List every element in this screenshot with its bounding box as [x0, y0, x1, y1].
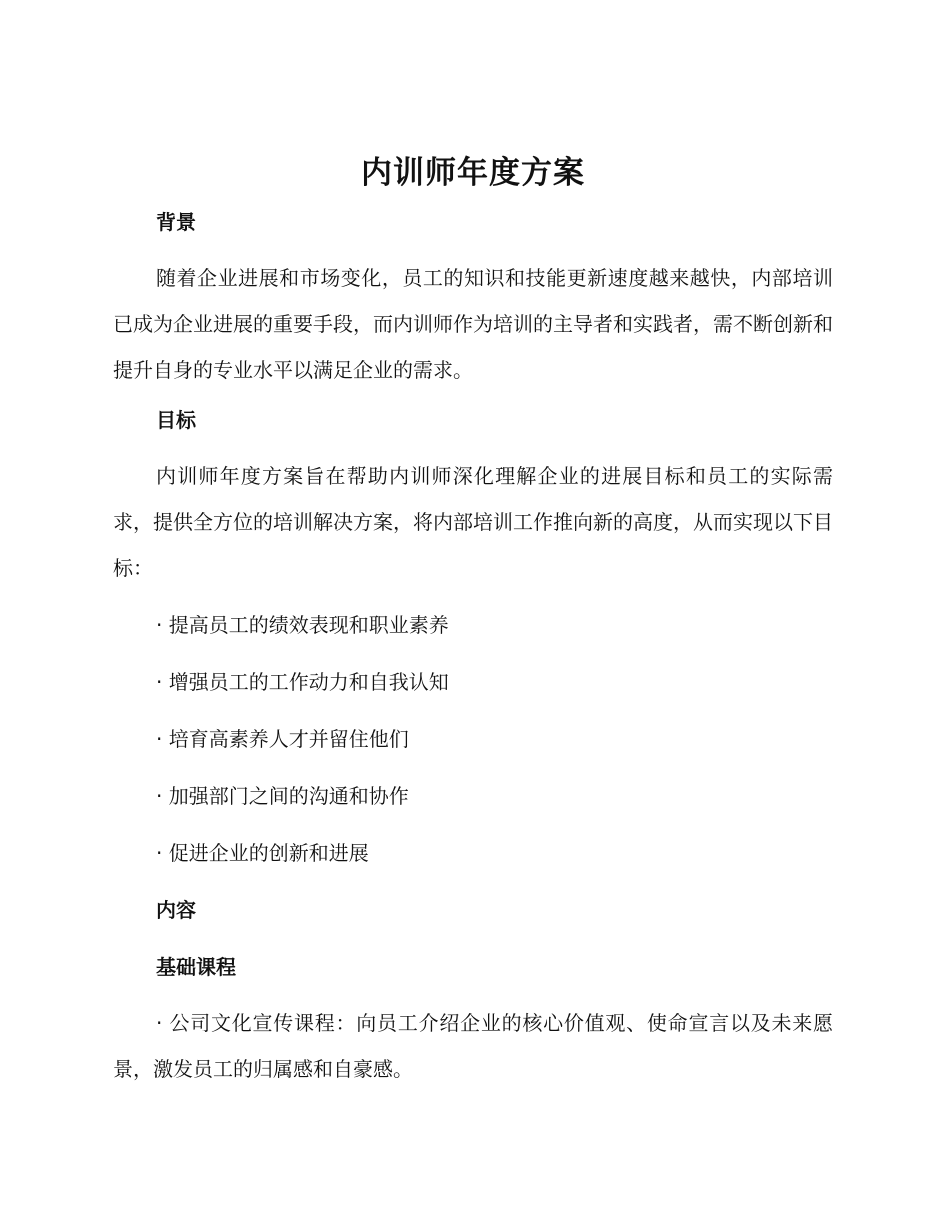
document-content	[113, 148, 833, 1092]
goals-paragraph: 内训师年度方案旨在帮助内训师深化理解企业的进展目标和员工的实际需求，提供全方位的培训解决方案，将内部培训工作推向新的高度，从而实现以下目标：	[113, 464, 833, 580]
section-heading-goals: 目标	[156, 408, 196, 432]
goal-item: · 培育高素养人才并留住他们	[156, 727, 409, 751]
goal-item: · 促进企业的创新和进展	[156, 841, 369, 865]
subheading-basic-courses: 基础课程	[156, 955, 236, 979]
document-title: 内训师年度方案	[361, 155, 585, 191]
course-paragraph: · 公司文化宣传课程：向员工介绍企业的核心价值观、使命宣言以及未来愿景，激发员工的归属感和自豪感。	[113, 1011, 833, 1081]
goal-item: · 增强员工的工作动力和自我认知	[156, 670, 449, 694]
section-heading-content: 内容	[156, 898, 196, 922]
goal-item: · 提高员工的绩效表现和职业素养	[156, 613, 449, 637]
background-paragraph: 随着企业进展和市场变化，员工的知识和技能更新速度越来越快，内部培训已成为企业进展的重要手段，而内训师作为培训的主导者和实践者，需不断创新和提升自身的专业水平以满足企业的需求。	[113, 266, 833, 382]
section-heading-background: 背景	[156, 210, 196, 234]
goal-item: · 加强部门之间的沟通和协作	[156, 784, 409, 808]
